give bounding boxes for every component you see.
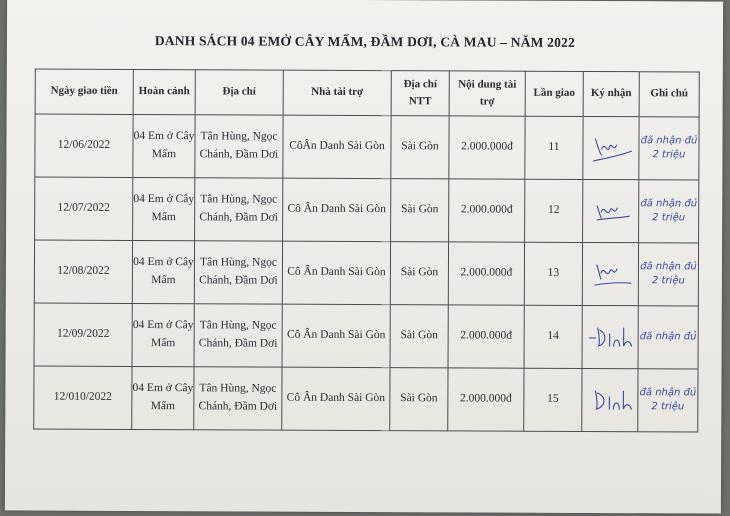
cell-donor: Cô Ân Danh Sài Gòn [283, 178, 391, 241]
cell-donor: Cô Ân Danh Sài Gòn [282, 304, 390, 367]
cell-situation: 04 Em ở Cây Mấm [132, 366, 194, 429]
signature-mark [585, 322, 635, 352]
document-title: DANH SÁCH 04 EMỞ CÂY MẤM, ĐẦM DƠI, CÀ MAU – NĂM 2022 [154, 33, 576, 50]
cell-date: 12/08/2022 [34, 240, 132, 303]
cell-times: 15 [524, 368, 582, 431]
cell-donor-address: Sài Gòn [390, 305, 448, 368]
cell-situation: 04 Em ở Cây Mấm [133, 177, 195, 240]
table-row [34, 366, 698, 432]
cell-amount: 2.000.000đ [449, 179, 525, 242]
cell-amount: 2.000.000đ [449, 116, 525, 179]
cell-donor: CôÂn Danh Sài Gòn [283, 115, 391, 178]
cell-date: 12/09/2022 [34, 303, 132, 366]
header-times: Lần giao [525, 71, 583, 116]
cell-note: đã nhận đủ 2 triệu [639, 180, 699, 243]
cell-note: đã nhận đủ [638, 306, 698, 369]
cell-amount: 2.000.000đ [448, 368, 524, 431]
cell-address: Tân Hùng, Ngọc Chánh, Đầm Dơi [195, 115, 283, 178]
table-row [35, 177, 699, 243]
document-paper [5, 0, 723, 514]
cell-times: 12 [525, 179, 583, 242]
header-note: Ghi chú [639, 72, 699, 117]
header-donor: Nhà tài trợ [283, 70, 391, 115]
cell-date: 12/010/2022 [34, 366, 132, 429]
signature-cell [582, 368, 638, 431]
table-row [35, 114, 699, 180]
cell-times: 11 [525, 116, 583, 179]
cell-donor-address: Sài Gòn [390, 242, 448, 305]
cell-address: Tân Hùng, Ngọc Chánh, Đầm Dơi [194, 241, 282, 304]
cell-amount: 2.000.000đ [448, 242, 524, 305]
table-row [34, 303, 698, 369]
cell-donor-address: Sài Gòn [391, 179, 449, 242]
header-situation: Hoàn cảnh [133, 69, 195, 114]
cell-times: 13 [524, 242, 582, 305]
signature-mark [587, 385, 633, 415]
cell-address: Tân Hùng, Ngọc Chánh, Đầm Dơi [195, 178, 283, 241]
signature-cell [582, 305, 638, 368]
cell-amount: 2.000.000đ [448, 305, 524, 368]
header-donor-address: Địa chỉ NTT [391, 71, 449, 116]
cell-date: 12/07/2022 [35, 177, 133, 240]
cell-situation: 04 Em ở Cây Mấm [132, 240, 194, 303]
cell-times: 14 [524, 305, 582, 368]
cell-situation: 04 Em ở Cây Mấm [132, 303, 194, 366]
signature-mark [589, 196, 633, 226]
table-header-row [35, 69, 699, 117]
cell-situation: 04 Em ở Cây Mấm [133, 114, 195, 177]
table-row [34, 240, 698, 306]
cell-address: Tân Hùng, Ngọc Chánh, Đầm Dơi [194, 304, 282, 367]
cell-date: 12/06/2022 [35, 114, 133, 177]
cell-donor-address: Sài Gòn [390, 368, 448, 431]
signature-mark [588, 257, 632, 291]
signature-cell [582, 242, 638, 305]
cell-note: đã nhận đủ 2 triệu [639, 117, 699, 180]
cell-donor: Cô Ân Danh Sài Gòn [282, 241, 390, 304]
signature-mark [589, 131, 633, 165]
header-amount: Nội dung tài trợ [449, 71, 525, 116]
cell-donor-address: Sài Gòn [391, 116, 449, 179]
cell-note: đã nhận đủ 2 triệu [638, 369, 698, 432]
signature-cell [583, 179, 639, 242]
cell-donor: Cô Ân Danh Sài Gòn [282, 367, 390, 430]
header-address: Địa chỉ [195, 70, 283, 115]
cell-note: đã nhận đủ 2 triệu [638, 243, 698, 306]
cell-address: Tân Hùng, Ngọc Chánh, Đầm Dơi [194, 367, 282, 430]
header-signature: Ký nhận [583, 71, 639, 116]
header-date: Ngày giao tiền [35, 69, 133, 114]
signature-cell [583, 116, 639, 179]
donation-table [33, 69, 700, 433]
